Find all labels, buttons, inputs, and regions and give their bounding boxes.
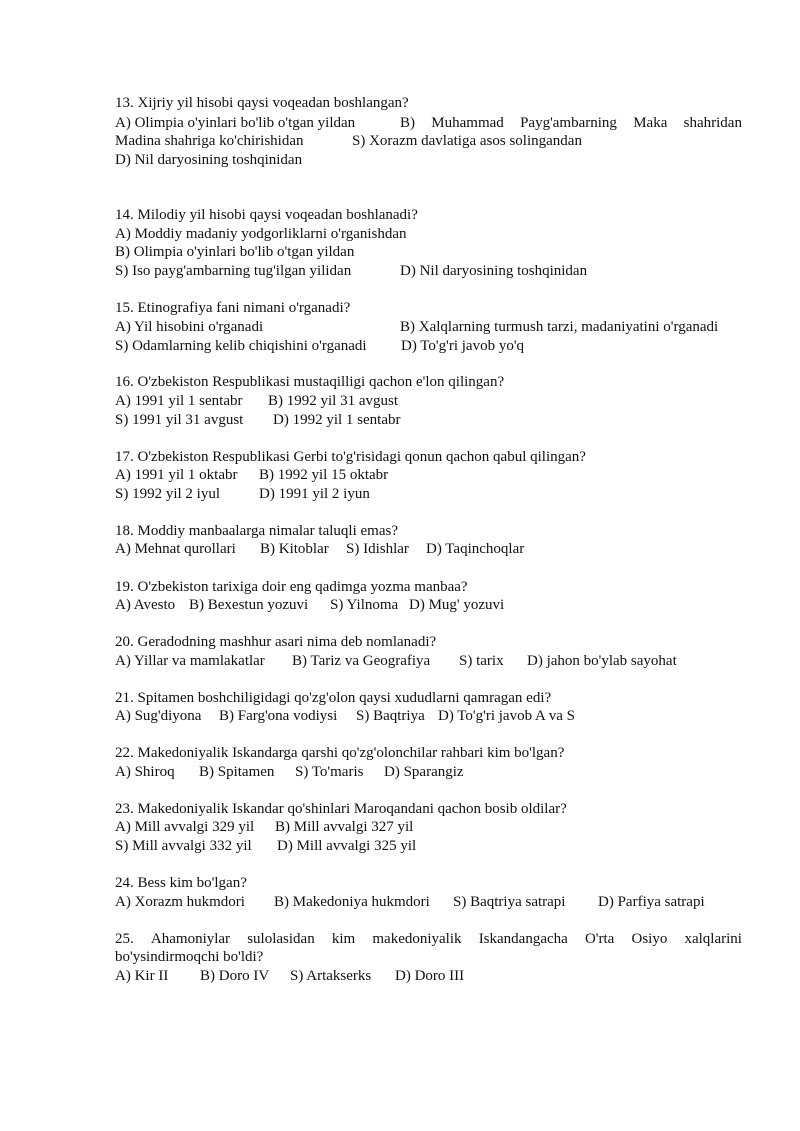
answer-b: B) Spitamen — [199, 764, 275, 780]
answer-a: A) Olimpia o'yinlari bo'lib o'tgan yildan — [115, 115, 356, 131]
answer-d: D) Mug' yozuvi — [409, 597, 505, 613]
word: sulolasidan — [247, 931, 315, 947]
answer-d: D) To'g'ri javob A va S — [438, 708, 575, 724]
word: xalqlarini — [684, 931, 742, 947]
question-text: 13. Xijriy yil hisobi qaysi voqeadan boshlangan? — [115, 95, 409, 111]
question-text: 23. Makedoniyalik Iskandar qo'shinlari Maroqandani qachon bosib oldilar? — [115, 801, 567, 817]
answer-a: A) Mehnat qurollari — [115, 541, 236, 557]
answer-d: D) Mill avvalgi 325 yil — [277, 838, 417, 854]
question-text: 18. Moddiy manbaalarga nimalar taluqli emas? — [115, 523, 398, 539]
word: Maka — [633, 115, 668, 131]
word: B) — [400, 115, 415, 131]
answer-b — [400, 114, 742, 132]
word: kim — [331, 931, 356, 947]
answer-a: A) 1991 yil 1 oktabr — [115, 467, 238, 483]
answer-b: B) 1992 yil 15 oktabr — [259, 467, 389, 483]
question-text — [115, 930, 742, 948]
answer-s: S) Baqtriya — [356, 708, 425, 724]
question-text: 14. Milodiy yil hisobi qaysi voqeadan boshlanadi? — [115, 207, 418, 223]
question-text: 19. O'zbekiston tarixiga doir eng qadimga yozma manbaa? — [115, 579, 468, 595]
question-text: 15. Etinografiya fani nimani o'rganadi? — [115, 300, 351, 316]
answer-b: B) Kitoblar — [260, 541, 329, 557]
answer-d: D) Taqinchoqlar — [426, 541, 525, 557]
answer-s: S) Xorazm davlatiga asos solingandan — [352, 133, 582, 149]
answer-s: S) Iso payg'ambarning tug'ilgan yilidan — [115, 263, 352, 279]
answer-d: D) 1992 yil 1 sentabr — [273, 412, 401, 428]
word: Muhammad — [431, 115, 504, 131]
word: shahridan — [683, 115, 742, 131]
question-text-continued: bo'ysindirmoqchi bo'ldi? — [115, 949, 264, 965]
answer-a: A) Yillar va mamlakatlar — [115, 653, 265, 669]
answer-s: S) Idishlar — [346, 541, 409, 557]
question-text: 17. O'zbekiston Respublikasi Gerbi to'g'risidagi qonun qachon qabul qilingan? — [115, 449, 586, 465]
answer-b: B) 1992 yil 31 avgust — [268, 393, 398, 409]
answer-a: A) Shiroq — [115, 764, 175, 780]
question-text: 24. Bess kim bo'lgan? — [115, 875, 247, 891]
word: O'rta — [584, 931, 615, 947]
answer-b: B) Farg'ona vodiysi — [219, 708, 338, 724]
answer-d: D) To'g'ri javob yo'q — [401, 338, 525, 354]
answer-d: D) 1991 yil 2 iyun — [259, 486, 370, 502]
answer-d: D) jahon bo'ylab sayohat — [527, 653, 677, 669]
question-text: 22. Makedoniyalik Iskandarga qarshi qo'zg'olonchilar rahbari kim bo'lgan? — [115, 745, 565, 761]
answer-s: S) Mill avvalgi 332 yil — [115, 838, 252, 854]
answer-d: D) Parfiya satrapi — [598, 894, 705, 910]
answer-a: A) 1991 yil 1 sentabr — [115, 393, 243, 409]
question-text: 21. Spitamen boshchiligidagi qo'zg'olon qaysi xududlarni qamragan edi? — [115, 690, 552, 706]
answer-a: A) Sug'diyona — [115, 708, 202, 724]
answer-s: S) 1991 yil 31 avgust — [115, 412, 244, 428]
answer-s: S) 1992 yil 2 iyul — [115, 486, 221, 502]
answer-a: A) Kir II — [115, 968, 169, 984]
word: Ahamoniylar — [150, 931, 231, 947]
answer-s: S) tarix — [459, 653, 504, 669]
answer-b: B) Tariz va Geografiya — [292, 653, 431, 669]
answer-d: D) Doro III — [395, 968, 465, 984]
answer-b: B) Makedoniya hukmdori — [274, 894, 430, 910]
answer-a: A) Xorazm hukmdori — [115, 894, 245, 910]
question-text: 16. O'zbekiston Respublikasi mustaqilligi qachon e'lon qilingan? — [115, 374, 505, 390]
answer-d: D) Nil daryosining toshqinidan — [115, 152, 303, 168]
word: Payg'ambarning — [520, 115, 617, 131]
answer-d: D) Sparangiz — [384, 764, 464, 780]
word: Iskandangacha — [478, 931, 568, 947]
word: Osiyo — [631, 931, 668, 947]
question-text: 20. Geradodning mashhur asari nima deb nomlanadi? — [115, 634, 437, 650]
answer-s: S) To'maris — [295, 764, 364, 780]
answer-a: A) Mill avvalgi 329 yil — [115, 819, 255, 835]
answer-b: B) Mill avvalgi 327 yil — [275, 819, 414, 835]
answer-s: S) Artakserks — [290, 968, 372, 984]
word: 25. — [115, 931, 134, 947]
answer-d: D) Nil daryosining toshqinidan — [400, 263, 588, 279]
answer-a: A) Moddiy madaniy yodgorliklarni o'rganishdan — [115, 226, 407, 242]
answer-a: A) Avesto — [115, 597, 176, 613]
answer-b: B) Xalqlarning turmush tarzi, madaniyatini o'rganadi — [400, 319, 719, 335]
answer-b-continued: Madina shahriga ko'chirishidan — [115, 133, 304, 149]
answer-s: S) Baqtriya satrapi — [453, 894, 566, 910]
answer-b: B) Doro IV — [200, 968, 270, 984]
answer-s: S) Odamlarning kelib chiqishini o'rganadi — [115, 338, 367, 354]
answer-a: A) Yil hisobini o'rganadi — [115, 319, 264, 335]
word: makedoniyalik — [372, 931, 462, 947]
answer-b: B) Olimpia o'yinlari bo'lib o'tgan yildan — [115, 244, 355, 260]
answer-b: B) Bexestun yozuvi — [189, 597, 309, 613]
answer-s: S) Yilnoma — [330, 597, 399, 613]
